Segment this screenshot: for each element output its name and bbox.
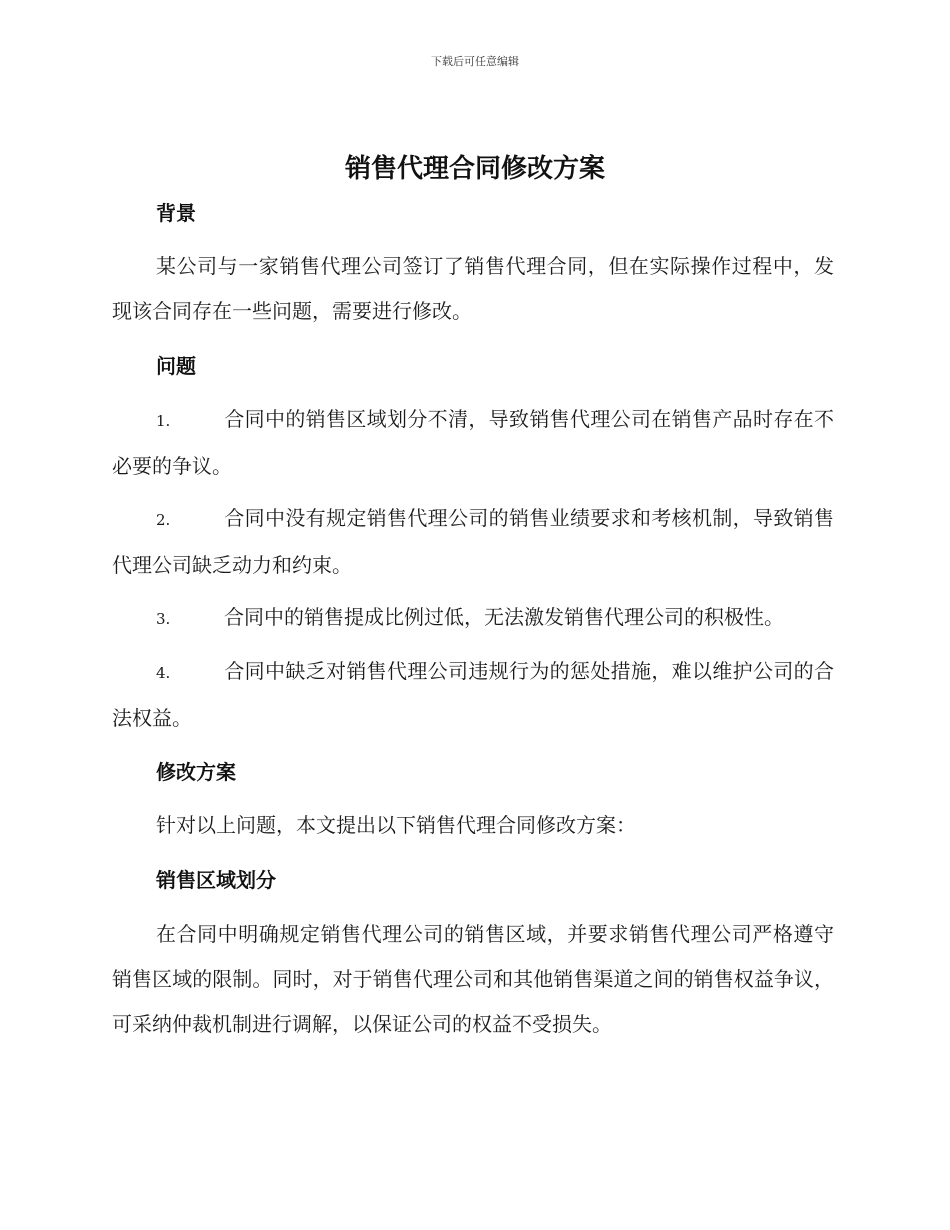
heading-plan: 修改方案	[156, 760, 236, 784]
problem-item-4	[112, 649, 834, 741]
problem-number-2: 2.	[156, 511, 171, 529]
paragraph-plan-intro: 针对以上问题，本文提出以下销售代理合同修改方案：	[156, 813, 636, 837]
paragraph-region: 在合同中明确规定销售代理公司的销售区域，并要求销售代理公司严格遵守销售区域的限制。同时，对于销售代理公司和其他销售渠道之间的销售权益争议，可采纳仲裁机制进行调解，以保证公司的权益不受损失。	[112, 922, 834, 1036]
heading-problems: 问题	[156, 354, 196, 378]
problem-item-3	[112, 595, 834, 642]
heading-background: 背景	[156, 201, 196, 225]
problem-number-4: 4.	[156, 664, 171, 682]
problem-text-1: 合同中的销售区域划分不清，导致销售代理公司在销售产品时存在不必要的争议。	[112, 407, 834, 478]
paragraph-background: 某公司与一家销售代理公司签订了销售代理合同，但在实际操作过程中，发现该合同存在一些问题，需要进行修改。	[112, 254, 834, 323]
problem-item-2	[112, 496, 834, 588]
problem-number-3: 3.	[156, 610, 171, 628]
document-title: 销售代理合同修改方案	[344, 154, 605, 184]
problem-text-3: 合同中的销售提成比例过低，无法激发销售代理公司的积极性。	[224, 605, 784, 629]
problem-text-2: 合同中没有规定销售代理公司的销售业绩要求和考核机制，导致销售代理公司缺乏动力和约束。	[112, 506, 834, 577]
problem-text-4: 合同中缺乏对销售代理公司违规行为的惩处措施，难以维护公司的合法权益。	[112, 659, 834, 730]
heading-region: 销售区域划分	[156, 868, 276, 892]
problem-number-1: 1.	[156, 412, 171, 430]
header-note: 下载后可任意编辑	[431, 55, 519, 68]
problem-item-1	[112, 397, 834, 489]
